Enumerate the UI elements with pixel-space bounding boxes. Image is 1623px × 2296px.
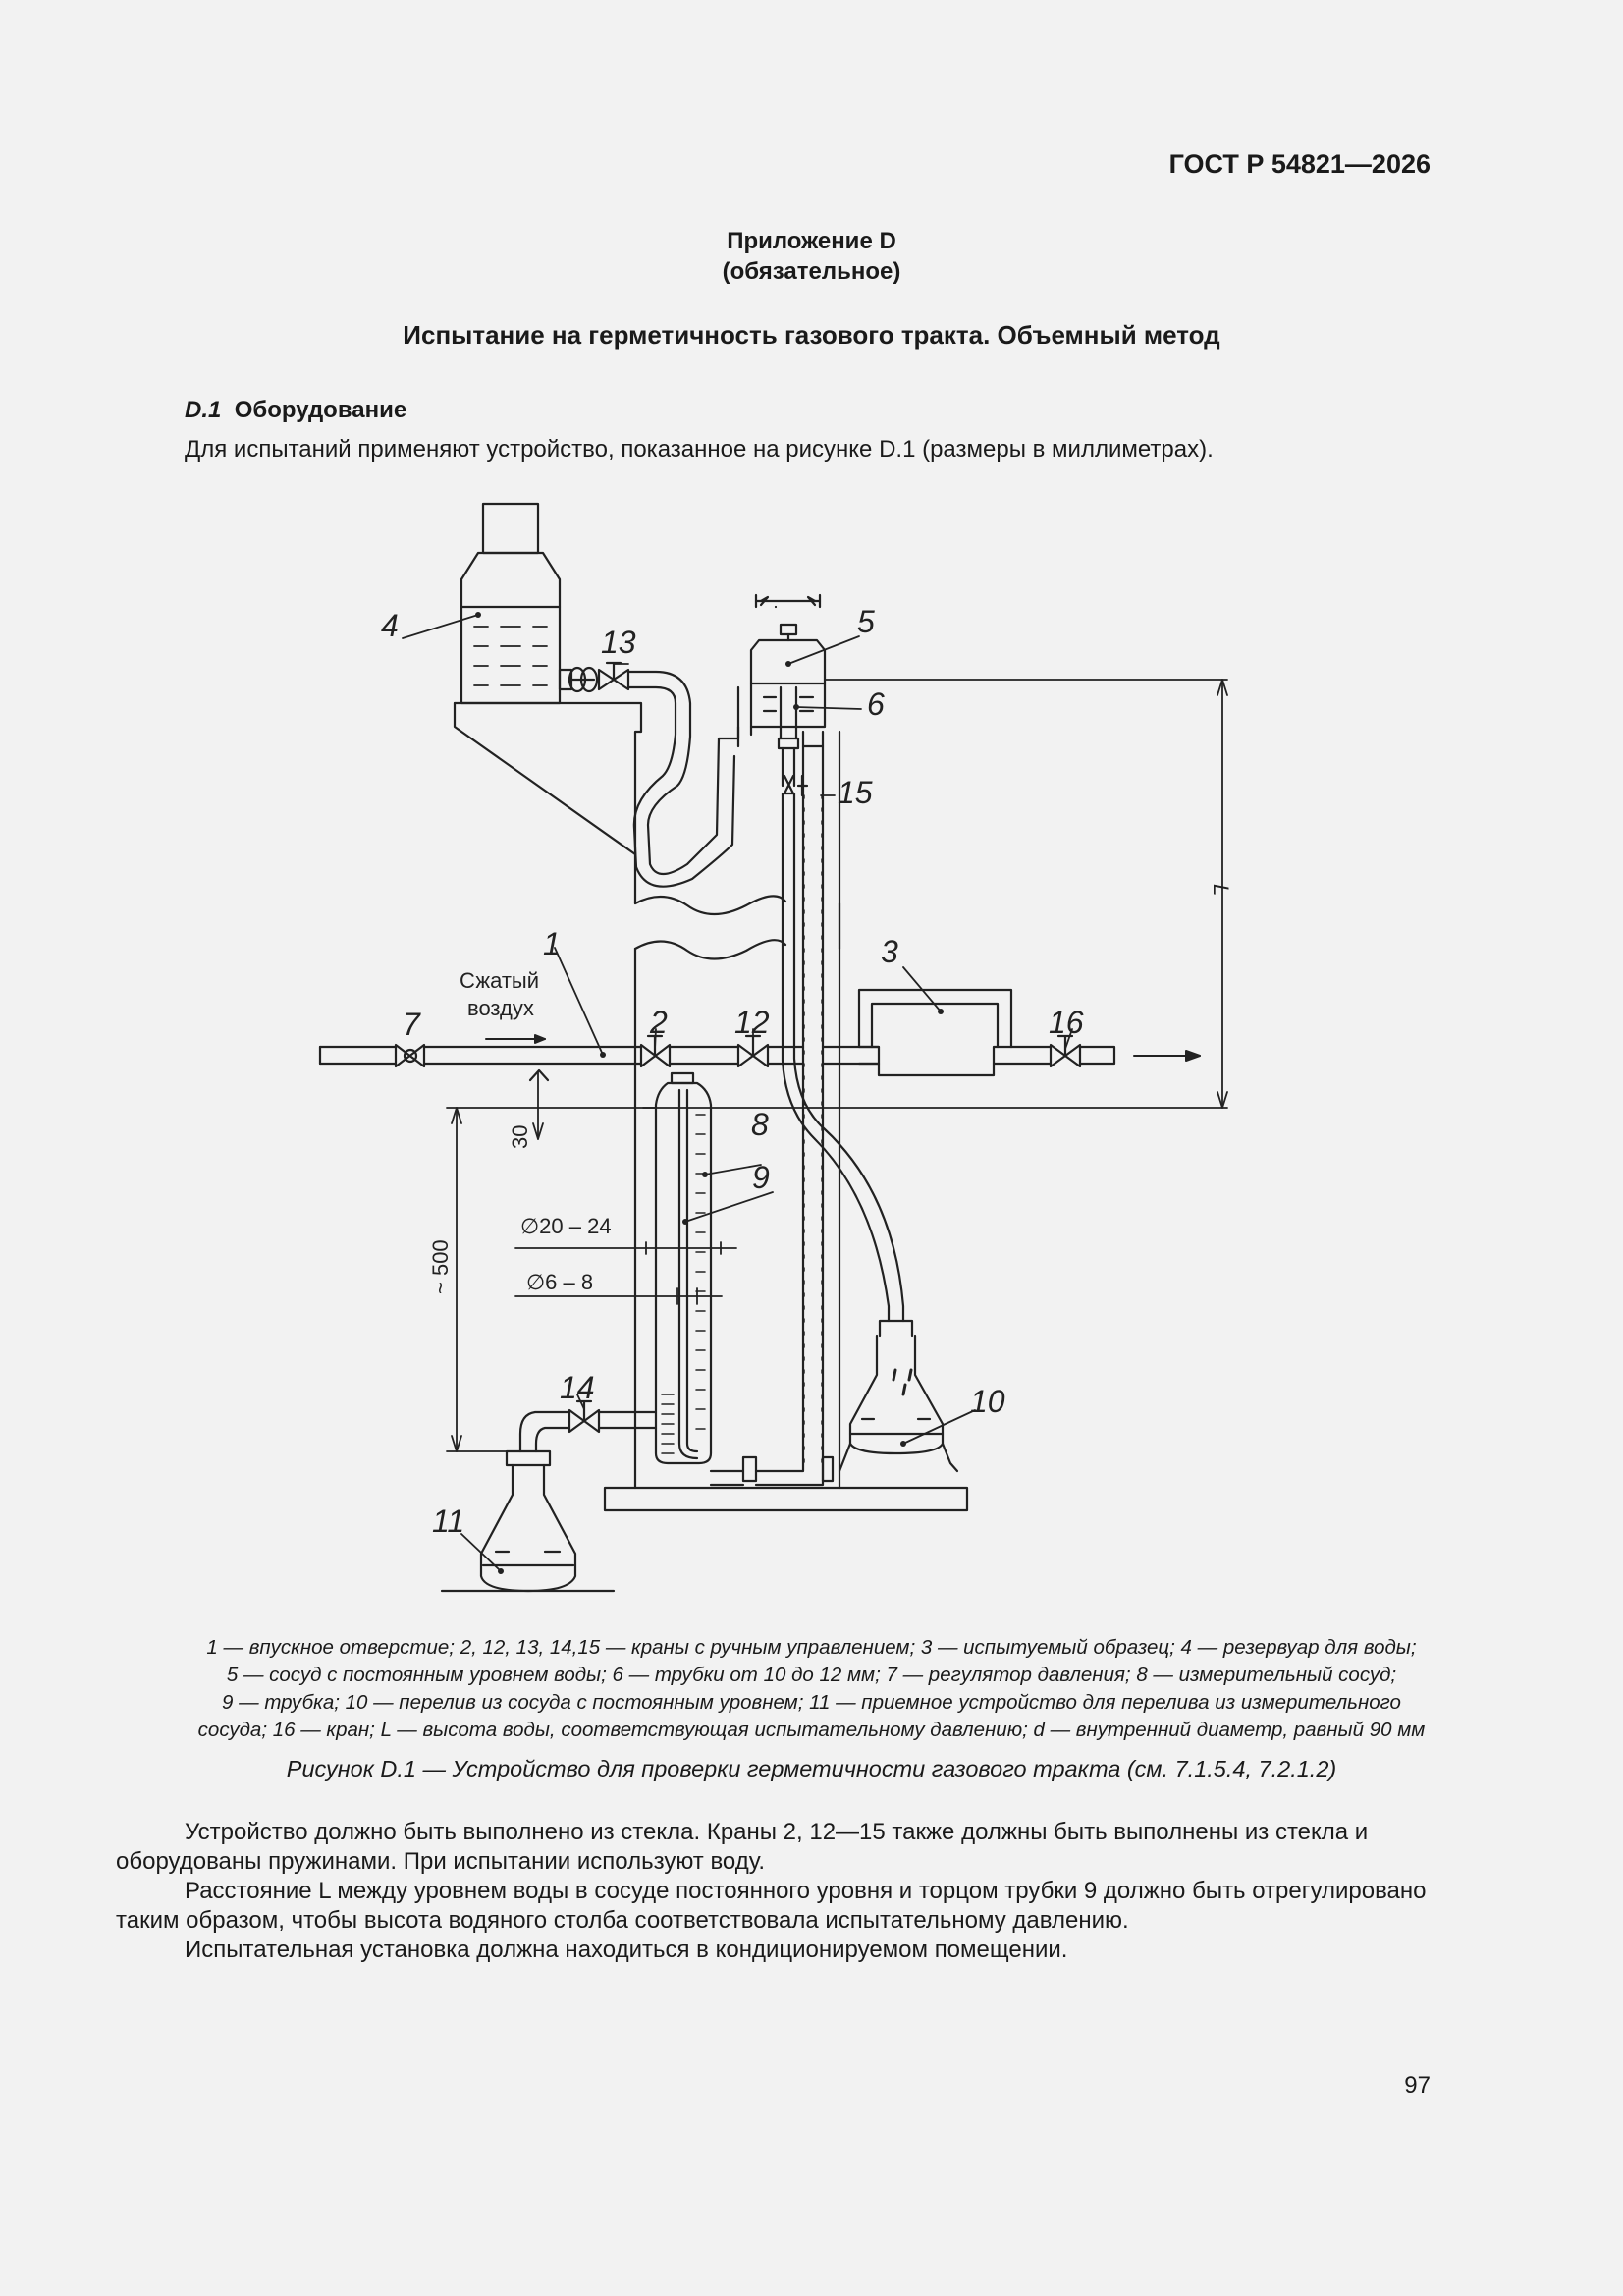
label-14: 14 (560, 1370, 595, 1405)
section-intro: Для испытаний применяют устройство, показанное на рисунке D.1 (размеры в миллиметрах). (185, 436, 1214, 463)
water-reservoir (461, 504, 571, 703)
legend-line: сосуда; 16 — кран; L — высота воды, соответствующая испытательному давлению; d — внутренний диаметр, равный 90 мм (197, 1719, 1426, 1741)
label-8: 8 (751, 1107, 769, 1142)
annex-status: (обязательное) (722, 258, 901, 285)
air-label-line2: воздух (467, 996, 534, 1020)
dia-inner-label: ∅6 – 8 (526, 1270, 594, 1294)
body-paragraph: Расстояние L между уровнем воды в сосуде постоянного уровня и торцом трубки 9 должно быть отрегулировано таким образом, чтобы высота водяного столба соответствовала испытательному давлению. (116, 1878, 1427, 1934)
label-2: 2 (650, 1005, 668, 1040)
dim-30-label: 30 (508, 1124, 532, 1149)
label-6: 6 (867, 686, 885, 722)
dia-outer-label: ∅20 – 24 (520, 1214, 612, 1238)
label-3: 3 (881, 934, 898, 969)
label-1: 1 (543, 926, 561, 961)
label-13: 13 (601, 625, 636, 660)
leader-lines (403, 615, 1072, 1571)
valve-13 (569, 663, 738, 887)
label-12: 12 (734, 1005, 770, 1040)
leader-dots (475, 612, 944, 1574)
overflow-flask (839, 1321, 957, 1471)
label-5: 5 (857, 604, 875, 639)
dim-L-label: L (1209, 884, 1233, 897)
air-label-line1: Сжатый (460, 968, 540, 993)
label-16: 16 (1049, 1005, 1084, 1040)
label-4: 4 (381, 608, 399, 643)
constant-level-vessel (738, 595, 825, 795)
document-id: ГОСТ Р 54821—2026 (1168, 149, 1431, 179)
body-paragraph: Испытательная установка должна находиться в кондиционируемом помещении. (185, 1937, 1068, 1963)
section-title: Оборудование (234, 397, 407, 423)
label-11: 11 (432, 1503, 465, 1539)
label-10: 10 (970, 1384, 1005, 1419)
measuring-vessel (656, 1073, 743, 1485)
receiving-flask (442, 1451, 614, 1591)
label-9: 9 (752, 1160, 770, 1195)
legend-line: 5 — сосуд с постоянным уровнем воды; 6 — трубки от 10 до 12 мм; 7 — регулятор давления; 8 — измерительный сосуд; (226, 1664, 1397, 1686)
legend-line: 1 — впускное отверстие; 2, 12, 13, 14,15 — краны с ручным управлением; 3 — испытуемый образец; 4 — резервуар для воды; (206, 1636, 1417, 1659)
dim-500-label: ~ 500 (428, 1239, 453, 1294)
label-15: 15 (838, 775, 873, 810)
label-7: 7 (403, 1007, 420, 1042)
annex-heading: Испытание на герметичность газового тракта. Объемный метод (403, 320, 1220, 350)
section-number: D.1 (185, 397, 222, 423)
page-number: 97 (1404, 2072, 1431, 2099)
legend-line: 9 — трубка; 10 — перелив из сосуда с постоянным уровнем; 11 — приемное устройство для перелива из измерительного (222, 1691, 1401, 1714)
annex-title: Приложение D (727, 228, 896, 254)
body-paragraph: Устройство должно быть выполнено из стекла. Краны 2, 12—15 также должны быть выполнены из стекла и оборудованы пружинами. При испытании используют воду. (116, 1819, 1369, 1875)
figure-caption: Рисунок D.1 — Устройство для проверки герметичности газового тракта (см. 7.1.5.4, 7.2.1.2) (286, 1756, 1337, 1781)
